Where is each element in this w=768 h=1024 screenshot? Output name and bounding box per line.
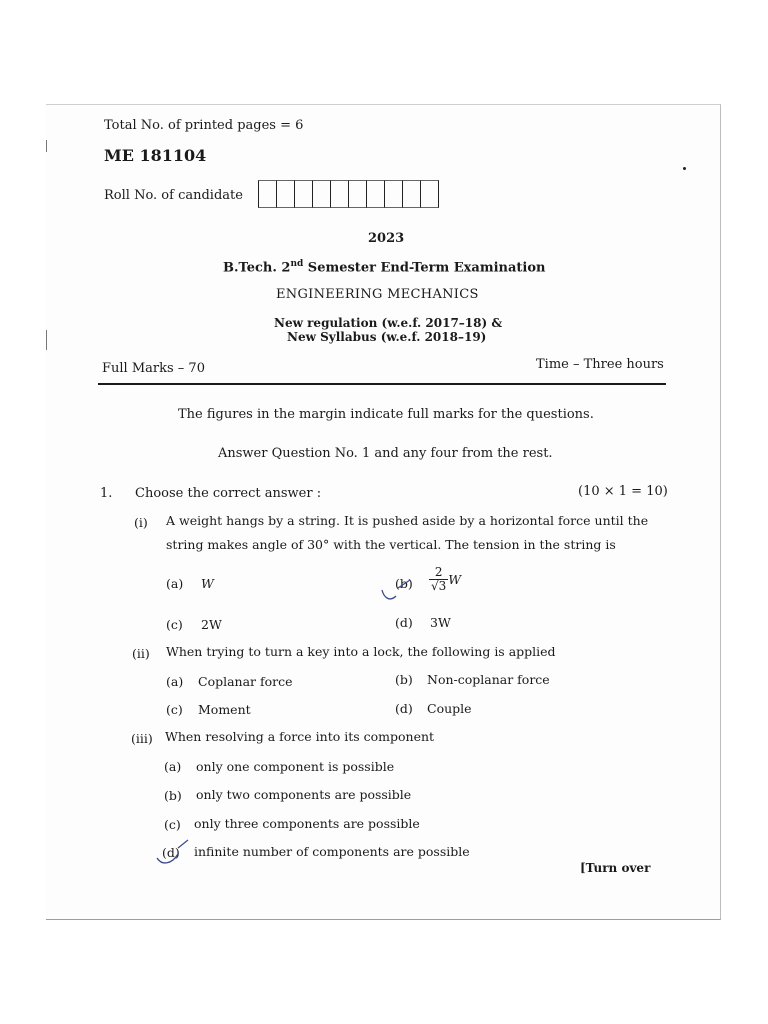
- full-marks: Full Marks – 70: [102, 361, 205, 376]
- q1-text: Choose the correct answer :: [135, 486, 322, 501]
- course-code: ME 181104: [104, 146, 207, 165]
- scan-mark: [46, 140, 47, 152]
- q1-i-c-text: 2W: [201, 617, 222, 632]
- turn-over: [Turn over: [580, 861, 651, 875]
- q1-iii-b-text: only two components are possible: [196, 787, 412, 802]
- roll-digit-box[interactable]: [384, 180, 402, 208]
- q1-ii-d-text: Couple: [427, 701, 472, 716]
- roll-digit-box[interactable]: [258, 180, 276, 208]
- instruction-marks: The figures in the margin indicate full marks for the questions.: [178, 407, 594, 422]
- q1-number: 1.: [100, 486, 113, 501]
- subject-title: ENGINEERING MECHANICS: [276, 287, 479, 302]
- q1-ii-d-label: (d): [395, 701, 413, 716]
- q1-i-c-label: (c): [166, 617, 183, 632]
- q1-i-label: (i): [134, 515, 148, 530]
- roll-number-boxes[interactable]: [258, 180, 439, 208]
- answer-tick-pen-mark: [378, 578, 414, 604]
- exam-title: B.Tech. 2nd Semester End-Term Examination: [223, 259, 546, 276]
- regulation-line-1: New regulation (w.e.f. 2017–18) &: [274, 316, 503, 330]
- q1-marks: (10 × 1 = 10): [578, 484, 668, 499]
- q1-iii-c-label: (c): [164, 817, 181, 832]
- roll-digit-box[interactable]: [420, 180, 439, 208]
- q1-i-d-label: (d): [395, 615, 413, 630]
- roll-digit-box[interactable]: [312, 180, 330, 208]
- roll-digit-box[interactable]: [366, 180, 384, 208]
- regulation-line-2: New Syllabus (w.e.f. 2018–19): [287, 330, 487, 344]
- q1-ii-a-label: (a): [166, 674, 184, 689]
- q1-ii-b-text: Non-coplanar force: [427, 672, 550, 687]
- q1-iii-c-text: only three components are possible: [194, 816, 420, 831]
- header-rule: [98, 383, 666, 385]
- roll-digit-box[interactable]: [330, 180, 348, 208]
- q1-ii-text: When trying to turn a key into a lock, the following is applied: [166, 644, 556, 659]
- roll-digit-box[interactable]: [402, 180, 420, 208]
- exam-time: Time – Three hours: [536, 357, 664, 372]
- q1-i-b-fraction: $\frac{2}{√3}$ W: [431, 565, 462, 593]
- q1-ii-label: (ii): [132, 646, 150, 661]
- q1-i-b-label: (b): [395, 576, 413, 591]
- q1-i-a-label: (a): [166, 576, 184, 591]
- q1-ii-b-label: (b): [395, 672, 413, 687]
- q1-iii-text: When resolving a force into its component: [165, 729, 435, 744]
- scan-dot: [683, 167, 686, 170]
- instruction-answer: Answer Question No. 1 and any four from the rest.: [218, 446, 553, 461]
- scan-mark: [46, 330, 47, 350]
- roll-digit-box[interactable]: [276, 180, 294, 208]
- q1-iii-d-text: infinite number of components are possible: [194, 844, 470, 859]
- q1-ii-a-text: Coplanar force: [198, 674, 293, 689]
- q1-iii-a-text: only one component is possible: [196, 759, 395, 774]
- q1-iii-d-label: (d): [162, 845, 180, 860]
- exam-year: 2023: [368, 231, 405, 246]
- q1-iii-b-label: (b): [164, 788, 182, 803]
- q1-i-line2: string makes angle of 30° with the vertical. The tension in the string is: [166, 537, 616, 552]
- roll-label: Roll No. of candidate: [104, 188, 243, 203]
- total-pages: Total No. of printed pages = 6: [104, 118, 304, 133]
- answer-tick-pen-mark: [154, 838, 192, 868]
- roll-digit-box[interactable]: [348, 180, 366, 208]
- q1-iii-label: (iii): [131, 731, 153, 746]
- q1-ii-c-text: Moment: [198, 702, 251, 717]
- q1-i-d-text: 3W: [430, 615, 451, 630]
- q1-iii-a-label: (a): [164, 759, 182, 774]
- q1-ii-c-label: (c): [166, 702, 183, 717]
- roll-digit-box[interactable]: [294, 180, 312, 208]
- q1-i-a-text: W: [201, 576, 214, 591]
- q1-i-line1: A weight hangs by a string. It is pushed aside by a horizontal force until the: [166, 513, 649, 528]
